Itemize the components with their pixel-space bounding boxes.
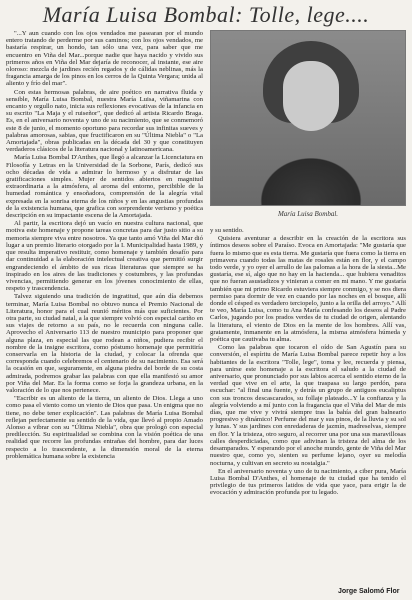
- paragraph: "...Y aun cuando con los ojos vendados me pasearan por el mundo entero tratando de perderme por sus caminos; con los ojos vendados, me bastaría respirar, un hondo, tan sólo una vez, para saber que me encuentro en Viña del Mar...porque nadie que haya nacido y vivido sus primeros años en Viña del Mar dejaría de reconocer, al instante, ese aire oloroso: mezcla de jardines recién regados y de cálidas neblinas, más la fragancia amarga de los pinos en los cerros de la Quinta Vergara; unida al aliento y frío del mar".: [6, 30, 203, 88]
- article-column-right: [210, 227, 406, 585]
- photo-caption: María Luisa Bombal.: [277, 210, 339, 218]
- article-column-left: [6, 30, 203, 596]
- portrait-photo: [210, 30, 406, 206]
- paragraph: Como las palabras que tocaron el oído de San Agustín para su conversión, el espíritu de María Luisa Bombal parece repetir hoy a los habitantes de la escritora "Tolle, lege", toma y lee, recuerda y piensa, para unirse este homenaje a la escritora el saludo a la ciudad de aniversario, que pronunciado por sus labios acerca el sentido eterno de la verdad que vive en el arte, la que traspasa su largo perdón, para escuchar: "al final una fuente, y detrás un grupo de antiguos eucaliptus con sus troncos descascarados, su follaje plateado...Y la confianza y la alegría volviendo a mí junto con la fragancia que el Viña del Mar de mis días, que me vive y vivirá siempre tras la bahía del gran balneario progresivo y dinámico! Perfume del mar y sus pinos, de la lluvia y su sol y lunas. Y sus jardines con enredaderas de jazmín, madreselvas, siempre en flor. Y la tristeza, otro seguro, al recorrer una por una sus maravillosas calles desperdiciadas, como que adivinan la tristeza del alma de los desamparados. Y esperando por el anoche mundo, gente de Viña del Mar nuestro que, como yo, sienten su perfume lejano, oyer su melodía nocturna, y cultivan en secreto su nostalgia.": [210, 344, 406, 467]
- paragraph: Con estas hermosas palabras, de aire poético en narrativa fluida y sensible, María Luisa Bombal, nuestra María Luisa, viñamarina con encanto y orgullo nato, inicia sus reflexiones evocativas de la infancia en su escrito "La Maja y el ruiseñor", que dedicó al artista Ricardo Braga. Es, en el aniversario noventa y uno de su nacimiento, que se conmemoró este 8 de junio, el momento oportuno para recordar sus infinitas sueves y palabras amorosas, sabias, que fructificaron en su "Última Niebla" o "La Amortajada", obras publicadas en la década del 30 y que constituyen verdaderos clásicos de la literatura nacional y latinoamericana.: [6, 88, 203, 154]
- author-byline: Jorge Salomó Flor: [338, 588, 400, 595]
- article-title: María Luisa Bombal: Tolle, lege....: [42, 2, 370, 27]
- paragraph: Quisiera aventurar a describir en la creación de la escritora sus íntimos deseos sobre el Paraíso. Evoca en Amortajada: "Me gustaría que fuera lo mismo que es esta tierra. Me gustaría que fuera como la tierra en primavera cuando todas las matas de rosales están en flor, y el campo todo verde, y yo oyer el arrullo de las palomas a la hora de la siesta...Me gustaría, ese sí, algo que no hay en la hacienda... que hubiera venaditos que no fueran asustadizos y vinieran a comer en mi mano. Y me gustaría también que mi primo Ricardo estuviera siempre conmigo, y se nos diera permiso para dormir de vez en cuando por las noches en el bosque, allí donde el césped es verdadero terciopelo, junto a la orilla del arroyo." Allí te veo, María Luisa, como tu Ana María confesando los deseos al Padre Carlos, jugando por los prados verdes de tu ciudad de origen, alentando la literatura, el viento de Dios en la mente de los hombres. Allí vas, gratamente, inmanente en la atmósfera, la misma atmósfera húmeda y poética que cautivaba tu alma.: [210, 235, 406, 344]
- paragraph: Al partir, la escritora dejó un vacío en nuestra cultura nacional, que motiva este homenaje y propone tareas concretas para dar justo sitio a su memoria siempre viva entre nosotros. Ya que tanto amó Viña del Mar dió lugar a un premio literario otorgado por la I. Municipalidad hasta 1989, y que resulta imperativo restituir, como homenaje y también desafío para dar continuidad a la elaboración intelectual creativa que permitió surgir engrandeciendo el ámbito de sus ricas literaturas que siempre se ha inspirado en los aires de las tradiciones y costumbres, y las profundas vivencias, permitiendo generar en los jóvenes conocimiento de ellas, respeto y trascendencia.: [6, 220, 203, 293]
- paragraph: y su sentido.: [210, 227, 244, 234]
- paragraph: En el aniversario noventa y uno de tu nacimiento, a ciber pura, María Luisa Bombal D'Anthes, el homenaje de tu ciudad que ha tenido el privilegio de tus primeros latidos de vida que yace, para erigir la de evocación y admiración profunda por tu legado.: [210, 467, 406, 497]
- paragraph: Talvez siguiendo una tradición de ingratitud, que aún día debemos terminar, María Luisa Bombal no obtuvo nunca el Premio Nacional de Literatura, honor para el cual reunió méritos más que suficientes. Por otra parte, su ciudad natal, a la que siempre volvió con especial cariño en sus viajes de retorno a su país, no le recuerda con ninguna calle. Aprovecho el Aniversario 113 de nuestro municipio para proponer que alguna plaza, en especial las que rodean a niños, pudiera recibir el nombre de la insigne escritora, como póstumo homenaje que permitiría conservarla en la historia de la ciudad, y colocar la ofrenda que corresponda cuando celebremos el centenario de su nacimiento. Esa será la ocasión en que, seguramente, en alguna piedra del borde de su costa admirada, podremos grabar las palabras con que ella manifestó su amor por Viña del Mar. Es la forma como se forja la grandeza urbana, en la valoración de lo que nos pertenece.: [6, 293, 203, 394]
- portrait-face: [283, 61, 339, 131]
- paragraph: María Luisa Bombal D'Anthes, que llegó a alcanzar la Licenciatura en Filosofía y Letras en la Universidad de la Sorbone, París, dedicó sus ocho décadas de vida a admirar lo hermoso y a disfrutar de las gratificaciones simples. Mujer de sentidos abiertos en magnitud extraordinaria a la atmósfera, al aroma del entorno, percibible de la humedad romántica y ensoñadora, comprensión de la alegría vital expresada en la sonrisa eterna de los niños y en las angustias profundas de la existencia humana, que grafica con sorprendente verismo y poética descripción en su impactante escena de la Amortajada.: [6, 154, 203, 220]
- paragraph: "Escribir es un aliento de la tierra, un aliento de Dios. Llega a uno como pasa el viento como un viento de Dios que pasa. Un enigma que no tiene, no debe tener explicación". Las palabras de María Luisa Bombal reflejan perfectamente su sentido de la vida, que llevó al propio Amado Alonso a vibrar con su "Última Niebla", obra que prologó con especial predilección. Su espiritualidad se combina con la visión poética de una realidad que recorre las profundas entrañas del hombre, para dar luces respecto a lo trascendente, a la dimensión moral de la eterna problemática humana sobre la existencia: [6, 395, 203, 460]
